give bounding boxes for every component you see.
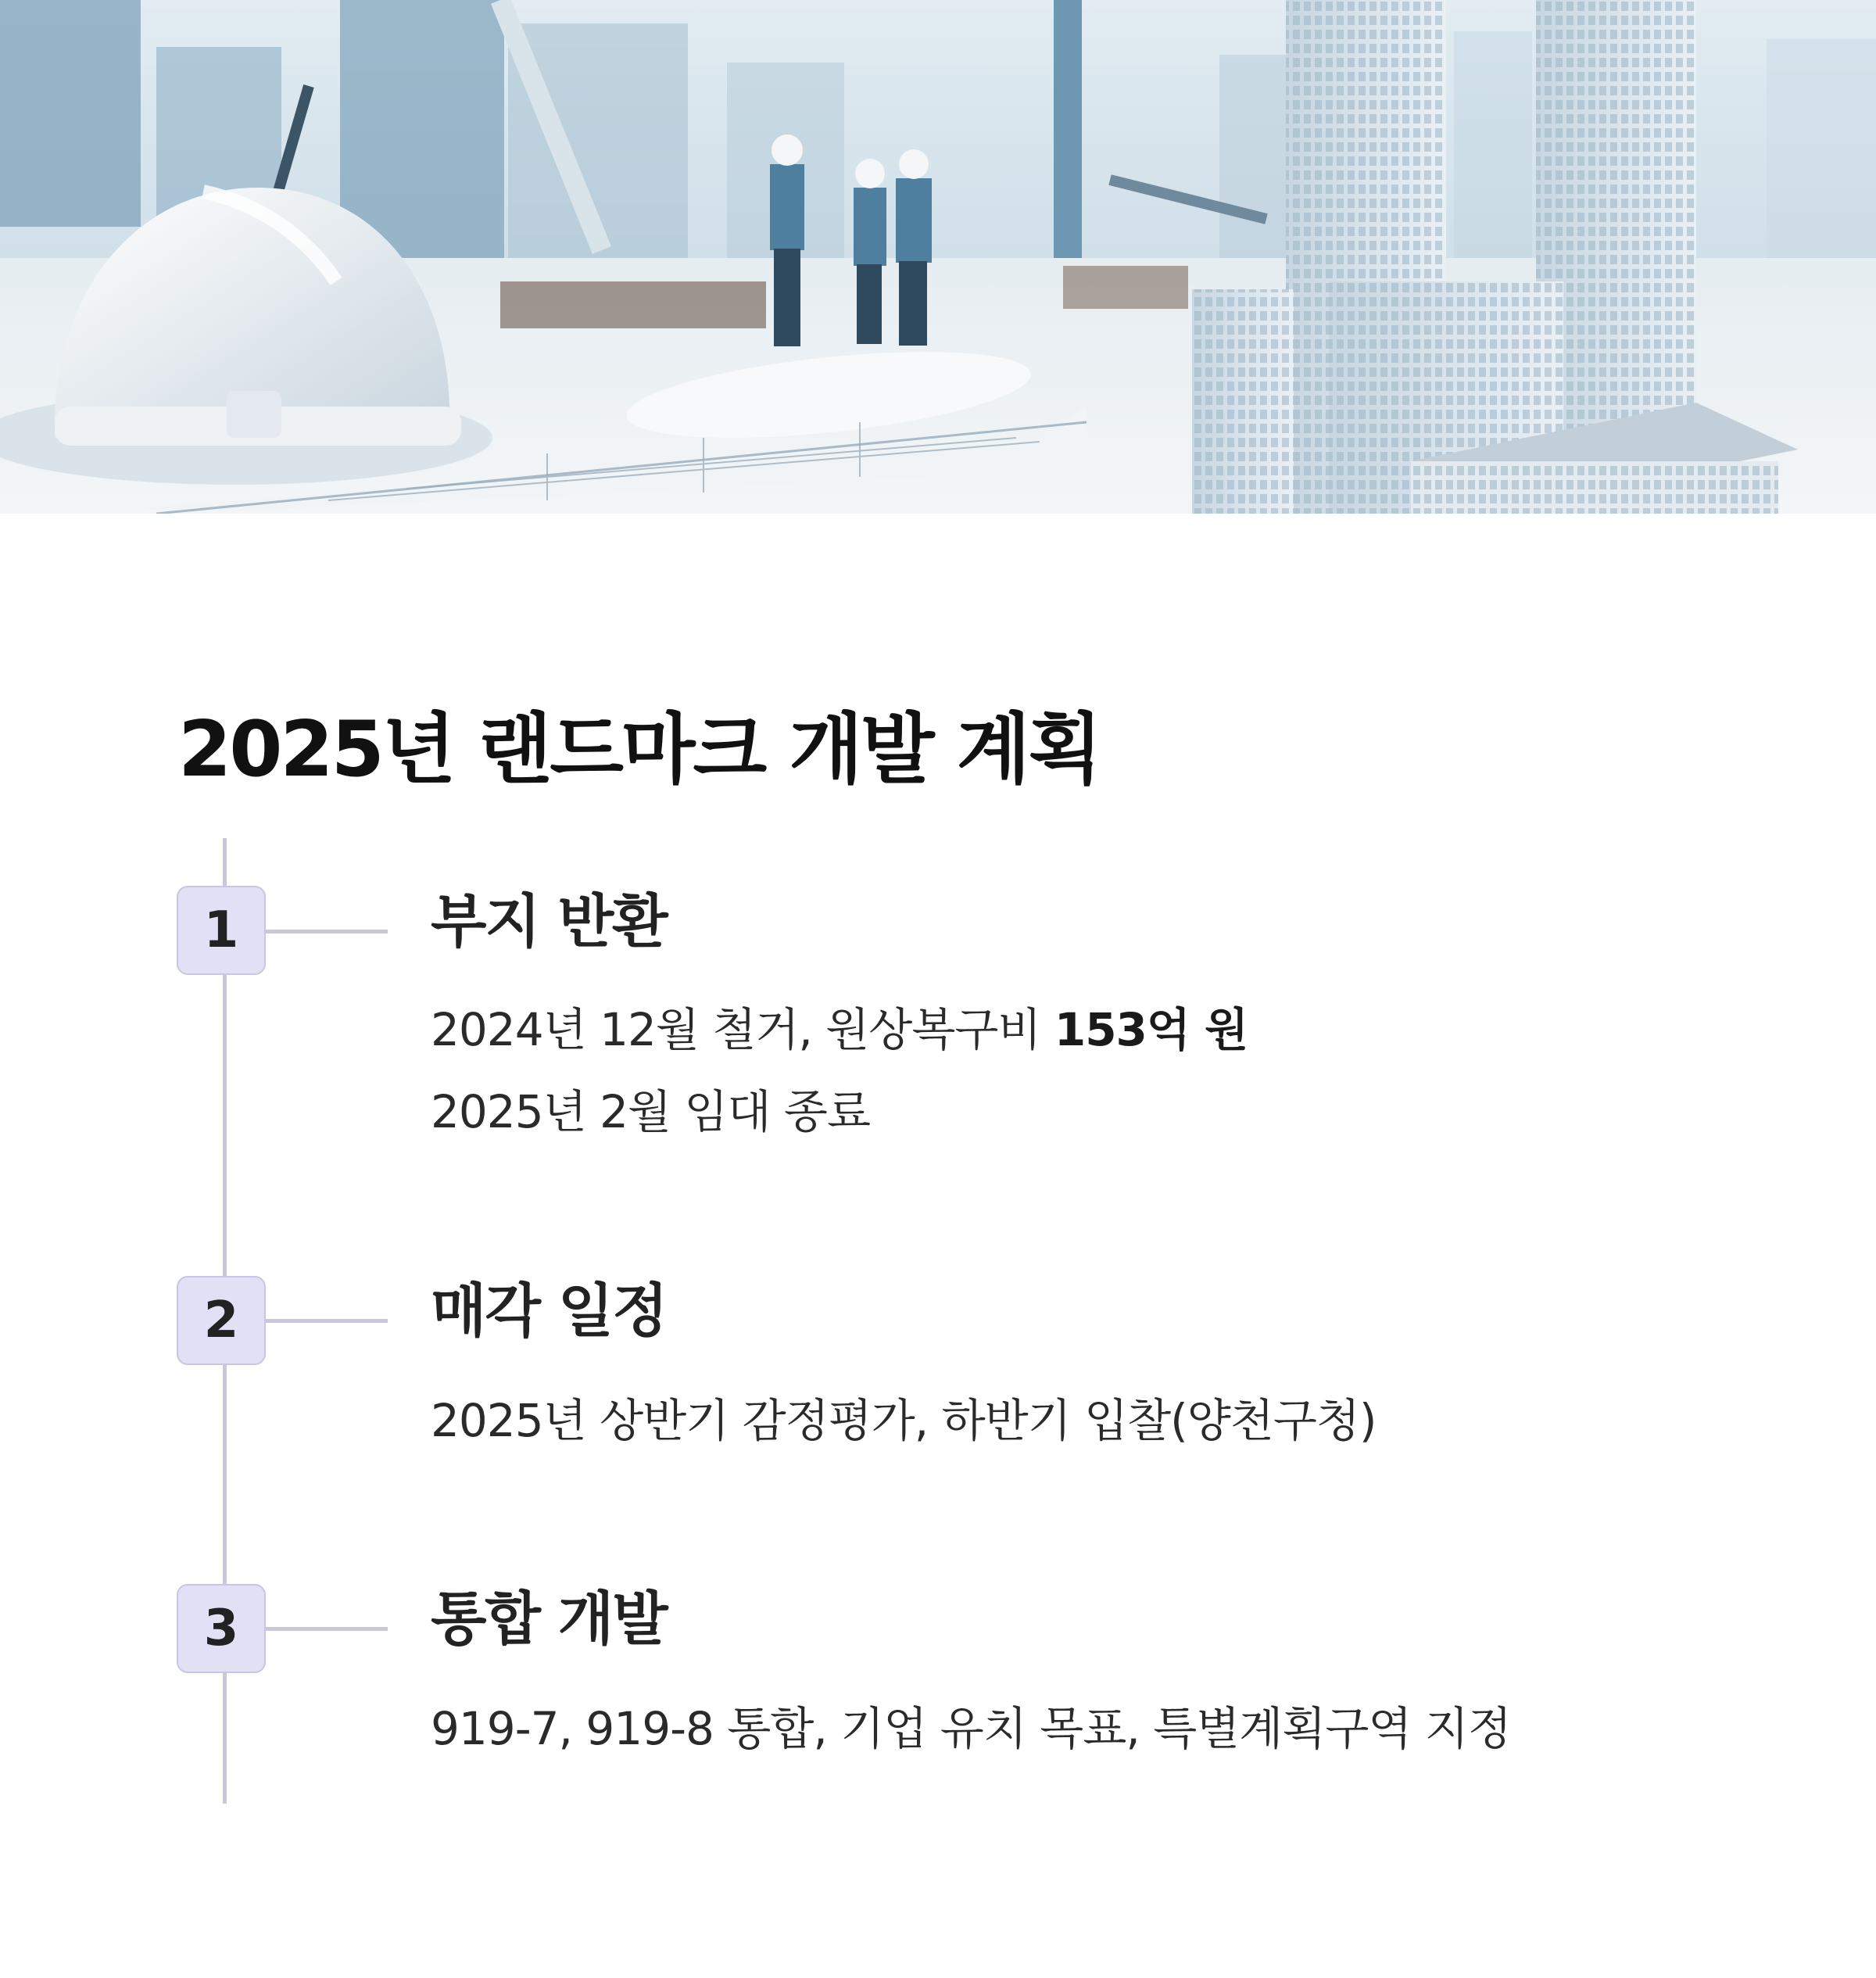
step-title: 매각 일정 [431,1277,667,1345]
step-description-text: 2024년 12월 철거, 원상복구비 [431,1003,1054,1056]
step-number-badge: 1 [177,886,266,975]
construction-scene-illustration [0,0,1876,514]
step-title: 부지 반환 [431,888,667,955]
step-description-line-1: 2025년 상반기 감정평가, 하반기 입찰(양천구청) [431,1394,1377,1447]
step-connector [266,1319,388,1323]
step-description-highlight: 153억 원 [1054,1003,1248,1056]
step-description-line-1: 919-7, 919-8 통합, 기업 유치 목표, 특별계획구역 지정 [431,1702,1511,1755]
step-description-line-2: 2025년 2월 임대 종료 [431,1085,870,1138]
step-number-badge: 3 [177,1584,266,1673]
step-title: 통합 개발 [431,1586,667,1653]
header-image [0,0,1876,514]
step-description-line-1 [431,993,1248,1059]
page-title: 2025년 랜드마크 개발 계획 [178,705,1101,794]
step-connector [266,1627,388,1631]
step-number-badge: 2 [177,1276,266,1365]
step-connector [266,930,388,933]
